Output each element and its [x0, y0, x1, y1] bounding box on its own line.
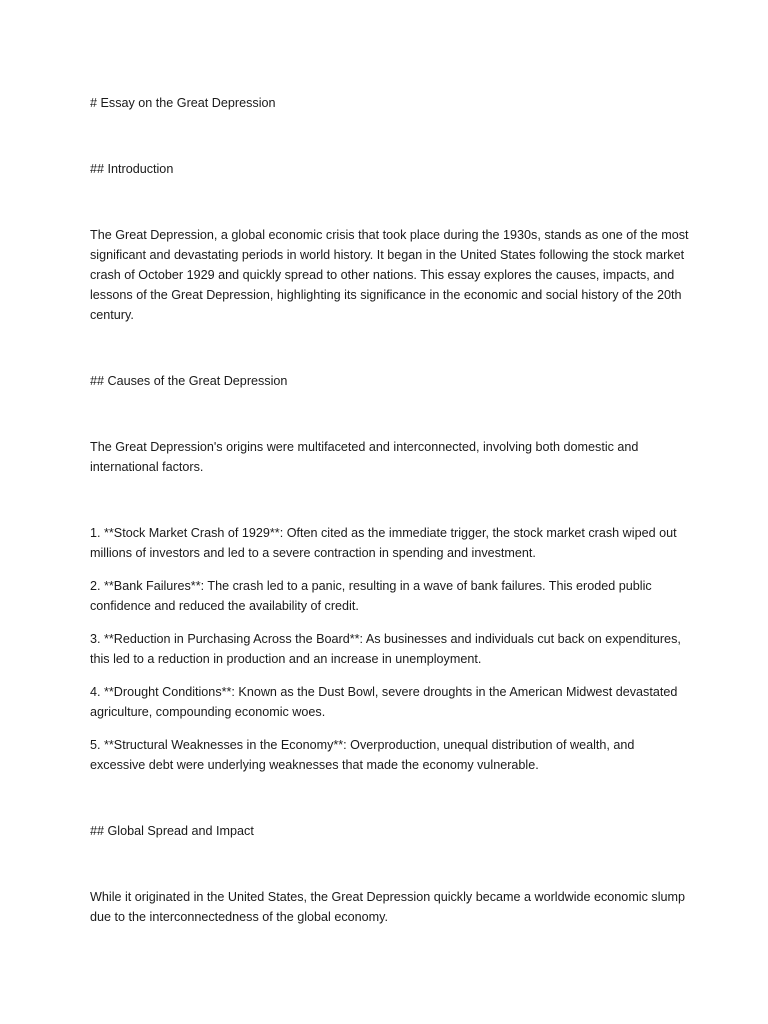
document-body: [90, 93, 690, 927]
causes-paragraph: The Great Depression's origins were multifaceted and interconnected, involving both domestic and international factors.: [90, 440, 639, 474]
list-item: 2. **Bank Failures**: The crash led to a panic, resulting in a wave of bank failures. This eroded public confidence and reduced the availability of credit.: [90, 579, 652, 613]
section-heading-causes: ## Causes of the Great Depression: [90, 374, 288, 388]
document-title: # Essay on the Great Depression: [90, 96, 276, 110]
introduction-paragraph: The Great Depression, a global economic crisis that took place during the 1930s, stands as one of the most significant and devastating periods in world history. It began in the United States following the stock market crash of October 1929 and quickly spread to other nations. This essay explores the causes, impacts, and lessons of the Great Depression, highlighting its significance in the economic and social history of the 20th century.: [90, 228, 689, 322]
list-item: 3. **Reduction in Purchasing Across the Board**: As businesses and individuals cut back on expenditures, this led to a reduction in production and an increase in unemployment.: [90, 632, 681, 666]
section-heading-introduction: ## Introduction: [90, 162, 174, 176]
list-item: 1. **Stock Market Crash of 1929**: Often cited as the immediate trigger, the stock market crash wiped out millions of investors and led to a severe contraction in spending and investment.: [90, 526, 677, 560]
section-heading-global-spread: ## Global Spread and Impact: [90, 824, 254, 838]
list-item: 4. **Drought Conditions**: Known as the Dust Bowl, severe droughts in the American Midwest devastated agriculture, compounding economic woes.: [90, 685, 678, 719]
list-item: 5. **Structural Weaknesses in the Economy**: Overproduction, unequal distribution of wealth, and excessive debt were underlying weaknesses that made the economy vulnerable.: [90, 738, 635, 772]
global-spread-paragraph: While it originated in the United States, the Great Depression quickly became a worldwide economic slump due to the interconnectedness of the global economy.: [90, 890, 685, 924]
